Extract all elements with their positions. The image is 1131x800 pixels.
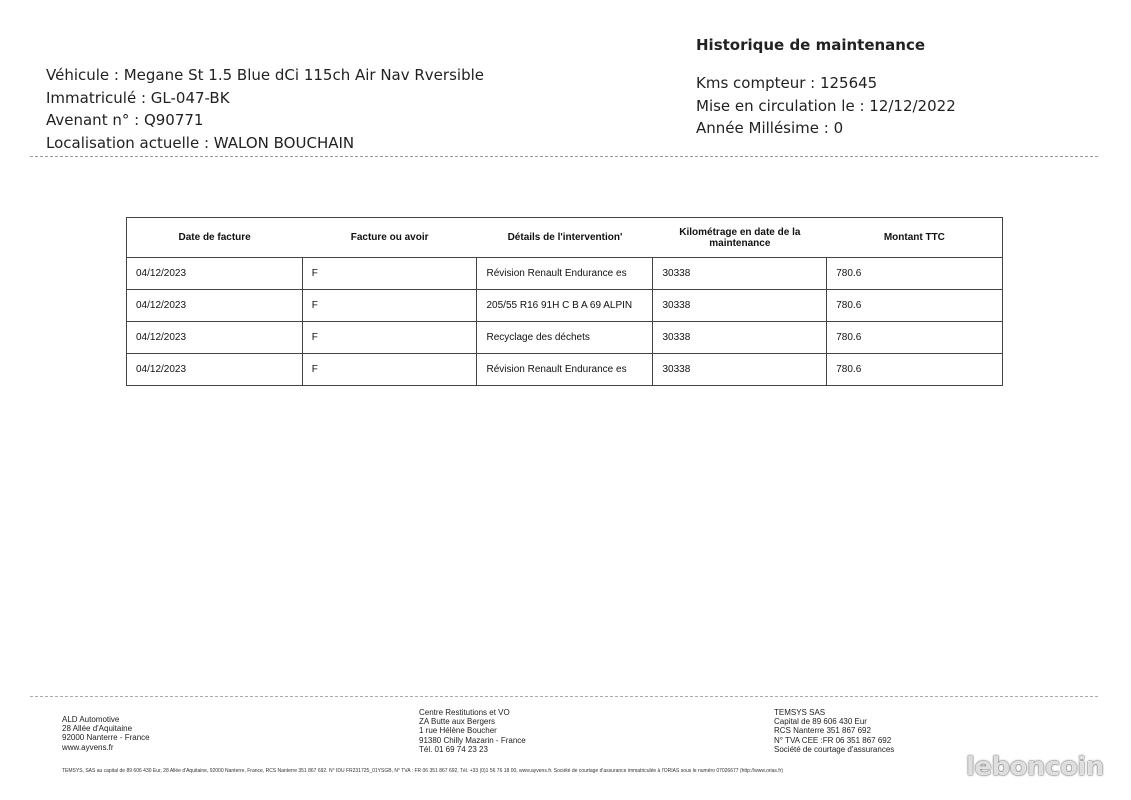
cell-date: 04/12/2023: [127, 322, 303, 354]
column-header-date: Date de facture: [127, 218, 303, 258]
table-row: [127, 290, 1003, 322]
cell-details: Recyclage des déchets: [477, 322, 653, 354]
footer-restitution-center: [419, 708, 526, 754]
table-row: [127, 258, 1003, 290]
vehicle-location: Localisation actuelle : WALON BOUCHAIN: [46, 133, 355, 152]
vehicle-amendment: Avenant n° : Q90771: [46, 111, 204, 129]
cell-mileage: 30338: [653, 258, 827, 290]
odometer-reading: Kms compteur : 125645: [696, 74, 878, 92]
maintenance-history-header: [696, 36, 956, 140]
table-row: [127, 322, 1003, 354]
cell-invoice-type: F: [302, 354, 477, 386]
footer-line: ALD Automotive: [62, 715, 120, 724]
footer-line: 91380 Chilly Mazarin - France: [419, 735, 526, 745]
cell-details: Révision Renault Endurance es: [477, 354, 653, 386]
cell-amount: 780.6: [827, 258, 1003, 290]
table-row: [127, 354, 1003, 386]
column-header-mileage: Kilométrage en date de la maintenance: [653, 218, 827, 258]
footer-line: Centre Restitutions et VO: [419, 708, 510, 717]
footer-phone: Tél. 01 69 74 23 23: [419, 744, 488, 754]
footer-divider: [30, 696, 1098, 697]
cell-date: 04/12/2023: [127, 258, 303, 290]
footer-line: Capital de 89 606 430 Eur: [774, 717, 867, 727]
table-header-row: [127, 218, 1003, 258]
footer-line: 92000 Nanterre - France: [62, 733, 150, 743]
cell-amount: 780.6: [827, 290, 1003, 322]
column-header-amount: Montant TTC: [827, 218, 1003, 258]
cell-date: 04/12/2023: [127, 354, 303, 386]
cell-invoice-type: F: [302, 290, 477, 322]
registration-date: Mise en circulation le : 12/12/2022: [696, 96, 956, 115]
cell-invoice-type: F: [302, 258, 477, 290]
footer-line: 1 rue Hélène Boucher: [419, 726, 497, 736]
header-divider: [30, 156, 1098, 157]
cell-details: Révision Renault Endurance es: [477, 258, 653, 290]
footer-line: 28 Allée d'Aquitaine: [62, 724, 133, 734]
vehicle-registration: Immatriculé : GL-047-BK: [46, 88, 230, 107]
maintenance-table: [126, 217, 1003, 386]
cell-details: 205/55 R16 91H C B A 69 ALPIN: [477, 290, 653, 322]
vehicle-model: Véhicule : Megane St 1.5 Blue dCi 115ch Air Nav Rversible: [46, 66, 484, 84]
footer-broker-info: [774, 708, 894, 754]
page-title: Historique de maintenance: [696, 36, 926, 54]
leboncoin-watermark: leboncoin: [966, 752, 1104, 782]
cell-invoice-type: F: [302, 322, 477, 354]
footer-line: ZA Butte aux Bergers: [419, 717, 496, 727]
footer-line: Société de courtage d'assurances: [774, 744, 895, 754]
footer-line: TEMSYS SAS: [774, 708, 826, 717]
cell-amount: 780.6: [827, 322, 1003, 354]
cell-date: 04/12/2023: [127, 290, 303, 322]
model-year: Année Millésime : 0: [696, 119, 844, 137]
cell-mileage: 30338: [653, 322, 827, 354]
column-header-details: Détails de l'intervention': [477, 218, 653, 258]
footer-line: RCS Nanterre 351 867 692: [774, 726, 871, 736]
footer-line: N° TVA CEE :FR 06 351 867 692: [774, 735, 892, 745]
cell-amount: 780.6: [827, 354, 1003, 386]
footer-company-address: [62, 715, 150, 752]
legal-notice: TEMSYS, SAS au capital de 89 606 430 Eur, 28 Allée d'Aquitaine, 92000 Nanterre, France, RCS Nanterre 351 867 692. N° IDU FR231725_01YSGB, N° TVA : FR 06 351 867 692, Tél. +33 (0)1 56 76 18 00, www.ayvens.fr. Société de courtage d'assurance immatriculée à l'ORIAS sous le numéro 07026677 (http://www.orias.fr): [62, 768, 784, 774]
column-header-invoice-type: Facture ou avoir: [302, 218, 477, 258]
footer-website: www.ayvens.fr: [62, 742, 114, 752]
cell-mileage: 30338: [653, 354, 827, 386]
vehicle-info: [46, 64, 484, 154]
cell-mileage: 30338: [653, 290, 827, 322]
